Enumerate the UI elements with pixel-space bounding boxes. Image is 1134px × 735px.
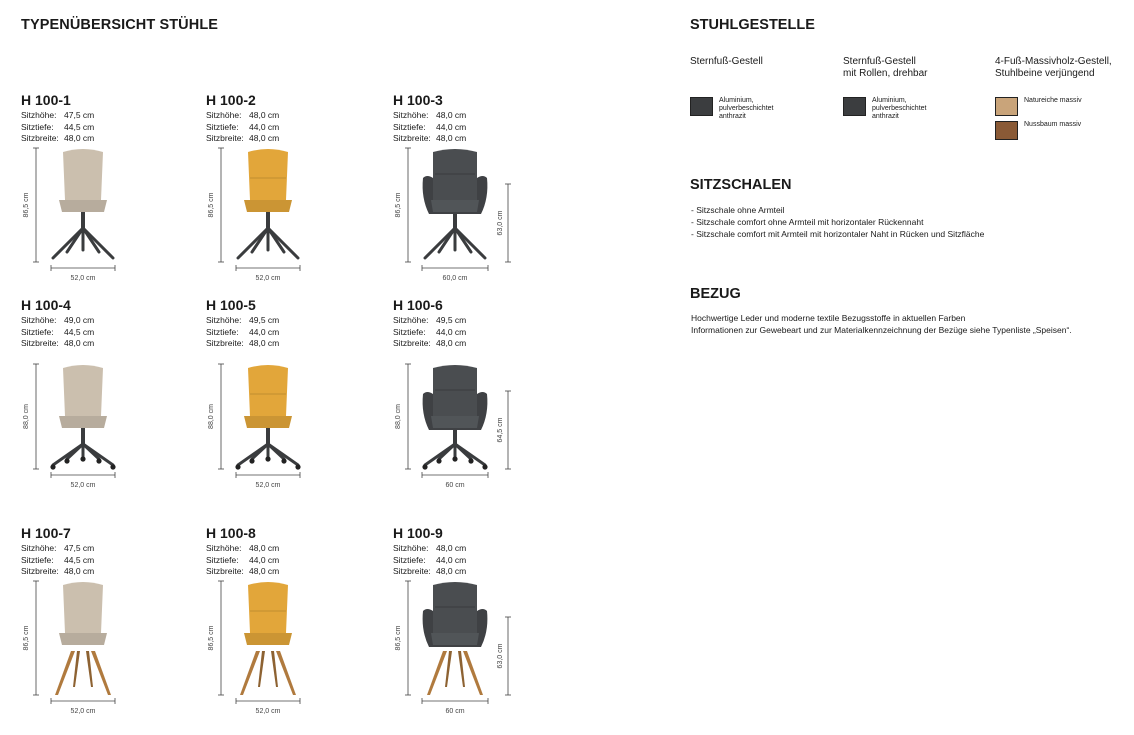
chair-model: H 100-8 bbox=[206, 525, 256, 541]
chair-model: H 100-3 bbox=[393, 92, 443, 108]
spec-label: Sitzbreite: bbox=[206, 566, 244, 576]
spec-label: Sitzhöhe: bbox=[206, 315, 242, 325]
chair-card bbox=[393, 525, 573, 725]
chair-base bbox=[427, 651, 483, 695]
frame-title-line: Sternfuß-Gestell bbox=[690, 56, 763, 67]
leg bbox=[91, 651, 111, 695]
height-label: 88,0 cm bbox=[23, 404, 30, 429]
backrest bbox=[433, 365, 477, 416]
spec-value: 48,0 cm bbox=[436, 338, 467, 348]
arm-height-label: 63,0 cm bbox=[497, 210, 504, 236]
chair-card bbox=[206, 92, 386, 292]
material-label-line: Natureiche massiv bbox=[1024, 97, 1082, 104]
caster bbox=[422, 464, 427, 469]
chair-base bbox=[422, 428, 487, 470]
spec-label: Sitztiefe: bbox=[393, 326, 426, 337]
backrest bbox=[433, 582, 477, 633]
spec-value: 48,0 cm bbox=[64, 566, 95, 576]
caster bbox=[50, 464, 55, 469]
chair-card bbox=[206, 297, 386, 497]
chair-shell bbox=[244, 365, 292, 428]
spec-value: 48,0 cm bbox=[249, 338, 280, 348]
material-label bbox=[719, 97, 773, 121]
chair-model: H 100-6 bbox=[393, 297, 443, 313]
height-label: 86,5 cm bbox=[23, 625, 30, 651]
leg bbox=[445, 651, 452, 687]
width-label: 60 cm bbox=[445, 482, 465, 489]
chair-model: H 100-7 bbox=[21, 525, 71, 541]
spec-label: Sitzbreite: bbox=[21, 133, 59, 143]
caster bbox=[482, 464, 487, 469]
chair-card bbox=[21, 525, 201, 725]
chair-shell bbox=[59, 582, 107, 645]
star-arm bbox=[67, 444, 83, 459]
caster bbox=[80, 456, 85, 461]
leg bbox=[55, 651, 75, 695]
caster bbox=[468, 458, 473, 463]
chair-card bbox=[206, 525, 386, 725]
spec-value: 48,0 cm bbox=[249, 543, 280, 553]
spec-value: 47,5 cm bbox=[64, 543, 95, 553]
chair-card bbox=[393, 297, 573, 497]
spec-label: Sitztiefe: bbox=[21, 326, 54, 337]
leg bbox=[427, 651, 447, 695]
chair-drawing bbox=[206, 92, 386, 292]
column bbox=[266, 212, 270, 228]
height-label: 86,5 cm bbox=[395, 625, 402, 651]
spec-label: Sitztiefe: bbox=[21, 121, 54, 132]
material-label-line: Aluminium, bbox=[719, 97, 754, 104]
chair-shell bbox=[59, 365, 107, 428]
material-swatch bbox=[995, 121, 1018, 140]
chair-shell bbox=[244, 582, 292, 645]
leg bbox=[271, 651, 278, 687]
material-swatch-row bbox=[995, 97, 1082, 116]
material-swatch-row bbox=[995, 121, 1081, 140]
arm-height-label: 64,5 cm bbox=[497, 417, 504, 443]
spec-value: 44,5 cm bbox=[64, 554, 95, 565]
caster bbox=[64, 458, 69, 463]
frame-title-line: 4-Fuß-Massivholz-Gestell, bbox=[995, 56, 1112, 67]
sitzschalen-title: SITZSCHALEN bbox=[690, 177, 792, 193]
page-title: TYPENÜBERSICHT STÜHLE bbox=[21, 17, 219, 33]
spec-label: Sitzhöhe: bbox=[393, 315, 429, 325]
spec-value: 44,0 cm bbox=[249, 554, 280, 565]
spec-value: 47,5 cm bbox=[64, 110, 95, 120]
column bbox=[266, 428, 270, 444]
spec-value: 48,0 cm bbox=[436, 543, 467, 553]
spec-label: Sitztiefe: bbox=[206, 121, 239, 132]
material-label-line: anthrazit bbox=[719, 113, 746, 120]
height-label: 88,0 cm bbox=[395, 404, 402, 429]
seat bbox=[244, 633, 292, 645]
spec-value: 44,5 cm bbox=[64, 121, 95, 132]
seat bbox=[431, 200, 479, 212]
spec-label: Sitztiefe: bbox=[393, 121, 426, 132]
spec-label: Sitzbreite: bbox=[393, 338, 431, 348]
width-label: 52,0 cm bbox=[70, 275, 96, 282]
chair-base bbox=[238, 212, 298, 258]
spec-value: 48,0 cm bbox=[436, 133, 467, 143]
seat bbox=[59, 633, 107, 645]
spec-value: 49,0 cm bbox=[64, 315, 95, 325]
chair-drawing bbox=[21, 525, 201, 725]
frame-title bbox=[995, 56, 1112, 80]
spec-value: 44,0 cm bbox=[249, 326, 280, 337]
height-label: 86,5 cm bbox=[23, 192, 30, 218]
width-label: 52,0 cm bbox=[70, 482, 96, 489]
star-arm bbox=[439, 444, 455, 459]
bezug-text bbox=[691, 312, 1072, 336]
height-label: 86,5 cm bbox=[208, 192, 215, 218]
material-label-line: Aluminium, bbox=[872, 97, 907, 104]
column bbox=[453, 212, 457, 228]
column bbox=[453, 428, 457, 444]
chair-model: H 100-5 bbox=[206, 297, 256, 313]
material-label-line: anthrazit bbox=[872, 113, 899, 120]
seat bbox=[431, 633, 479, 645]
backrest bbox=[63, 582, 103, 633]
leg bbox=[463, 651, 483, 695]
width-label: 52,0 cm bbox=[255, 708, 281, 715]
backrest bbox=[248, 365, 288, 416]
shell-list-item: - Sitzschale comfort ohne Armteil mit horizontaler Rückennaht bbox=[691, 217, 924, 227]
spec-label: Sitzhöhe: bbox=[206, 110, 242, 120]
chair-base bbox=[425, 212, 485, 258]
chair-drawing bbox=[393, 92, 573, 292]
caster bbox=[249, 458, 254, 463]
backrest bbox=[63, 365, 103, 416]
spec-value: 48,0 cm bbox=[436, 110, 467, 120]
chair-base bbox=[55, 651, 111, 695]
chair-model: H 100-9 bbox=[393, 525, 443, 541]
chair-model: H 100-2 bbox=[206, 92, 256, 108]
spec-label: Sitzbreite: bbox=[393, 566, 431, 576]
width-label: 52,0 cm bbox=[255, 482, 281, 489]
chair-base bbox=[240, 651, 296, 695]
width-label: 52,0 cm bbox=[70, 708, 96, 715]
spec-value: 44,5 cm bbox=[64, 326, 95, 337]
chair-shell bbox=[423, 582, 488, 647]
chair-shell bbox=[423, 149, 488, 214]
material-label-line: Nussbaum massiv bbox=[1024, 121, 1082, 128]
spec-value: 48,0 cm bbox=[64, 133, 95, 143]
spec-label: Sitztiefe: bbox=[21, 554, 54, 565]
chair-shell bbox=[59, 149, 107, 212]
spec-value: 44,0 cm bbox=[436, 554, 467, 565]
spec-label: Sitzbreite: bbox=[21, 566, 59, 576]
spec-label: Sitzbreite: bbox=[21, 338, 59, 348]
backrest bbox=[248, 149, 288, 200]
spec-label: Sitzhöhe: bbox=[393, 110, 429, 120]
spec-label: Sitzhöhe: bbox=[21, 110, 57, 120]
caster bbox=[235, 464, 240, 469]
spec-value: 44,0 cm bbox=[436, 326, 467, 337]
material-label bbox=[1024, 97, 1082, 105]
seat bbox=[244, 416, 292, 428]
frame-title bbox=[843, 56, 927, 80]
star-arm bbox=[83, 444, 99, 459]
star-arm bbox=[268, 444, 284, 459]
shell-list-item: - Sitzschale ohne Armteil bbox=[691, 205, 785, 215]
spec-value: 48,0 cm bbox=[249, 566, 280, 576]
chair-model: H 100-4 bbox=[21, 297, 71, 313]
spec-value: 48,0 cm bbox=[249, 110, 280, 120]
chair-drawing bbox=[393, 525, 573, 725]
spec-label: Sitzhöhe: bbox=[206, 543, 242, 553]
bezug-line: Informationen zur Gewebeart und zur Materialkennzeichnung der Bezüge siehe Typenliste „Speisen“. bbox=[691, 325, 1072, 335]
material-swatch-row bbox=[690, 97, 773, 121]
backrest bbox=[248, 582, 288, 633]
chair-drawing bbox=[21, 297, 201, 497]
column bbox=[81, 428, 85, 444]
bezug-line: Hochwertige Leder und moderne textile Bezugsstoffe in aktuellen Farben bbox=[691, 313, 966, 323]
spec-label: Sitzhöhe: bbox=[393, 543, 429, 553]
caster bbox=[110, 464, 115, 469]
chair-shell bbox=[423, 365, 488, 430]
spec-value: 44,0 cm bbox=[436, 121, 467, 132]
stuhlgestelle-title: STUHLGESTELLE bbox=[690, 17, 815, 33]
chair-base bbox=[50, 428, 115, 470]
seat bbox=[59, 416, 107, 428]
shell-list-item: - Sitzschale comfort mit Armteil mit horizontaler Naht in Rücken und Sitzfläche bbox=[691, 229, 985, 239]
chair-base bbox=[53, 212, 113, 258]
chair-drawing bbox=[21, 92, 201, 292]
frame-title-line: Sternfuß-Gestell bbox=[843, 56, 916, 67]
bezug-title: BEZUG bbox=[690, 286, 741, 302]
material-label bbox=[872, 97, 926, 121]
caster bbox=[281, 458, 286, 463]
spec-label: Sitzbreite: bbox=[393, 133, 431, 143]
frame-title bbox=[690, 56, 763, 68]
caster bbox=[295, 464, 300, 469]
width-label: 60,0 cm bbox=[442, 275, 468, 282]
height-label: 86,5 cm bbox=[208, 625, 215, 651]
spec-value: 48,0 cm bbox=[436, 566, 467, 576]
chair-drawing bbox=[206, 525, 386, 725]
chair-drawing bbox=[393, 297, 573, 497]
spec-label: Sitzbreite: bbox=[206, 133, 244, 143]
spec-label: Sitzbreite: bbox=[206, 338, 244, 348]
star-arm bbox=[252, 444, 268, 459]
chair-card bbox=[393, 92, 573, 292]
caster bbox=[452, 456, 457, 461]
arm-height-label: 63,0 cm bbox=[497, 643, 504, 669]
backrest bbox=[63, 149, 103, 200]
spec-label: Sitztiefe: bbox=[206, 326, 239, 337]
spec-value: 49,5 cm bbox=[249, 315, 280, 325]
chair-base bbox=[235, 428, 300, 470]
material-swatch-row bbox=[843, 97, 926, 121]
leg bbox=[86, 651, 93, 687]
height-label: 88,0 cm bbox=[208, 404, 215, 429]
chair-drawing bbox=[206, 297, 386, 497]
spec-value: 49,5 cm bbox=[436, 315, 467, 325]
column bbox=[81, 212, 85, 228]
spec-value: 44,0 cm bbox=[249, 121, 280, 132]
height-label: 86,5 cm bbox=[395, 192, 402, 218]
material-swatch bbox=[690, 97, 713, 116]
backrest bbox=[433, 149, 477, 200]
leg bbox=[240, 651, 260, 695]
caster bbox=[96, 458, 101, 463]
caster bbox=[265, 456, 270, 461]
material-swatch bbox=[843, 97, 866, 116]
leg bbox=[458, 651, 465, 687]
chair-card bbox=[21, 92, 201, 292]
width-label: 52,0 cm bbox=[255, 275, 281, 282]
material-swatch bbox=[995, 97, 1018, 116]
material-label-line: pulverbeschichtet bbox=[719, 105, 774, 112]
chair-model: H 100-1 bbox=[21, 92, 71, 108]
seat bbox=[244, 200, 292, 212]
material-label bbox=[1024, 121, 1081, 129]
chair-card bbox=[21, 297, 201, 497]
spec-label: Sitztiefe: bbox=[206, 554, 239, 565]
leg bbox=[258, 651, 265, 687]
spec-label: Sitzhöhe: bbox=[21, 315, 57, 325]
spec-value: 48,0 cm bbox=[64, 338, 95, 348]
chair-shell bbox=[244, 149, 292, 212]
width-label: 60 cm bbox=[445, 708, 465, 715]
seat bbox=[431, 416, 479, 428]
frame-title-line: mit Rollen, drehbar bbox=[843, 68, 928, 79]
frame-title-line: Stuhlbeine verjüngend bbox=[995, 68, 1095, 79]
spec-label: Sitzhöhe: bbox=[21, 543, 57, 553]
leg bbox=[276, 651, 296, 695]
caster bbox=[436, 458, 441, 463]
material-label-line: pulverbeschichtet bbox=[872, 105, 927, 112]
leg bbox=[73, 651, 80, 687]
shell-list bbox=[691, 204, 984, 240]
spec-label: Sitztiefe: bbox=[393, 554, 426, 565]
spec-value: 48,0 cm bbox=[249, 133, 280, 143]
star-arm bbox=[455, 444, 471, 459]
seat bbox=[59, 200, 107, 212]
